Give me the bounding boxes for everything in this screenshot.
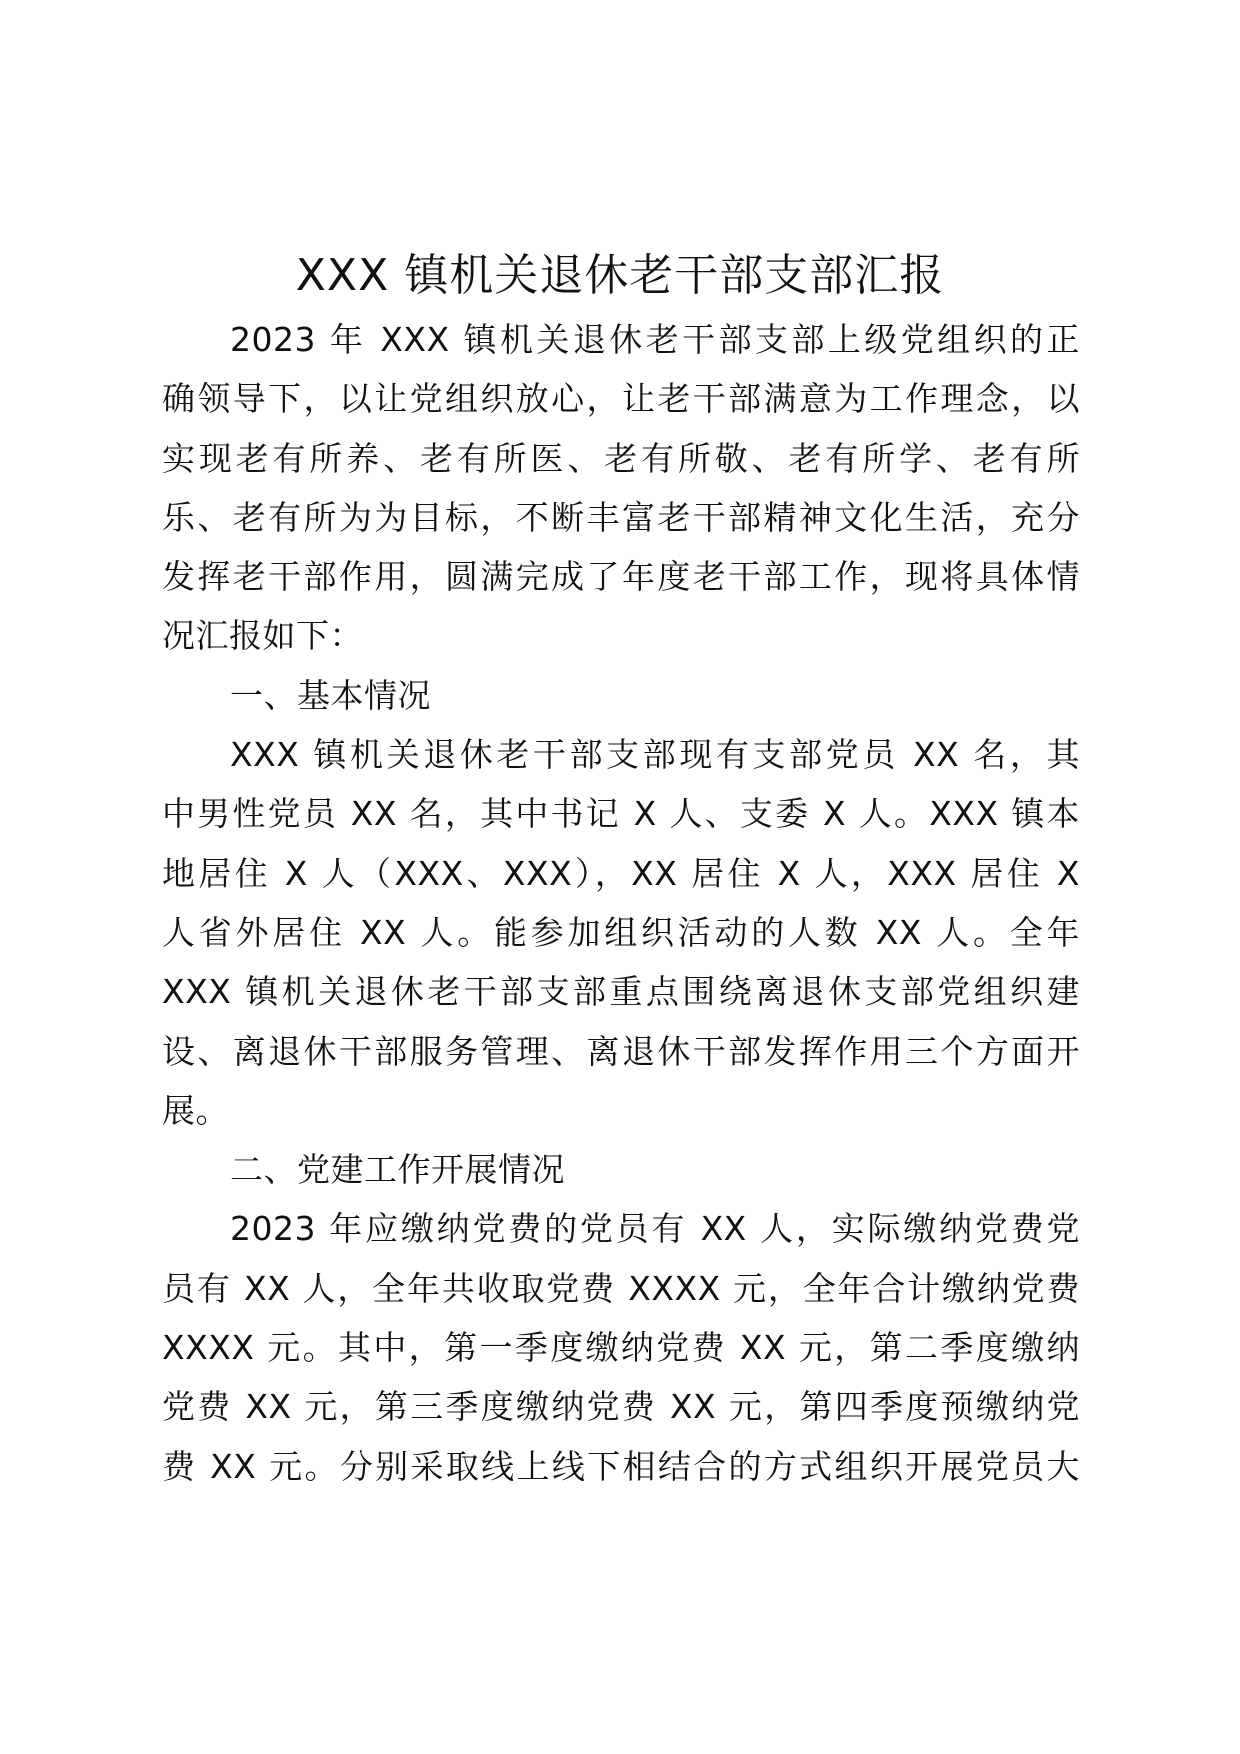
section-heading: 一、基本情况 xyxy=(230,675,431,715)
paragraph-line: 况汇报如下： xyxy=(162,616,363,656)
paragraph-line: 确领导下，以让党组织放心，让老干部满意为工作理念，以 xyxy=(162,379,1080,419)
paragraph-line: 中男性党员 XX 名，其中书记 X 人、支委 X 人。XXX 镇本 xyxy=(162,794,1080,834)
paragraph-line: 党费 XX 元，第三季度缴纳党费 XX 元，第四季度预缴纳党 xyxy=(162,1387,1080,1427)
paragraph-line: 2023 年 XXX 镇机关退休老干部支部上级党组织的正 xyxy=(230,320,1080,359)
paragraph-line: 员有 XX 人，全年共收取党费 XXXX 元，全年合计缴纳党费 xyxy=(162,1268,1080,1308)
document-body xyxy=(162,310,1080,1496)
paragraph-line: 实现老有所养、老有所医、老有所敬、老有所学、老有所 xyxy=(162,438,1080,478)
paragraph-line: 人省外居住 XX 人。能参加组织活动的人数 XX 人。全年 xyxy=(162,912,1080,952)
document-title: XXX 镇机关退休老干部支部汇报 xyxy=(295,250,945,301)
paragraph-line: 2023 年应缴纳党费的党员有 XX 人，实际缴纳党费党 xyxy=(230,1209,1080,1249)
paragraph-line: 乐、老有所为为目标，不断丰富老干部精神文化生活，充分 xyxy=(162,497,1080,537)
paragraph-line: 发挥老干部作用，圆满完成了年度老干部工作，现将具体情 xyxy=(162,557,1080,597)
paragraph-line: 展。 xyxy=(162,1090,229,1130)
paragraph-line: XXXX 元。其中，第一季度缴纳党费 XX 元，第二季度缴纳 xyxy=(162,1328,1080,1368)
paragraph-line: XXX 镇机关退休老干部支部重点围绕离退休支部党组织建 xyxy=(162,972,1080,1012)
paragraph-line: 地居住 X 人（XXX、XXX），XX 居住 X 人，XXX 居住 X xyxy=(162,853,1080,893)
paragraph-line: XXX 镇机关退休老干部支部现有支部党员 XX 名，其 xyxy=(230,735,1080,775)
paragraph-line: 设、离退休干部服务管理、离退休干部发挥作用三个方面开 xyxy=(162,1031,1080,1071)
section-heading: 二、党建工作开展情况 xyxy=(230,1150,565,1190)
paragraph-line: 费 XX 元。分别采取线上线下相结合的方式组织开展党员大 xyxy=(162,1446,1080,1486)
